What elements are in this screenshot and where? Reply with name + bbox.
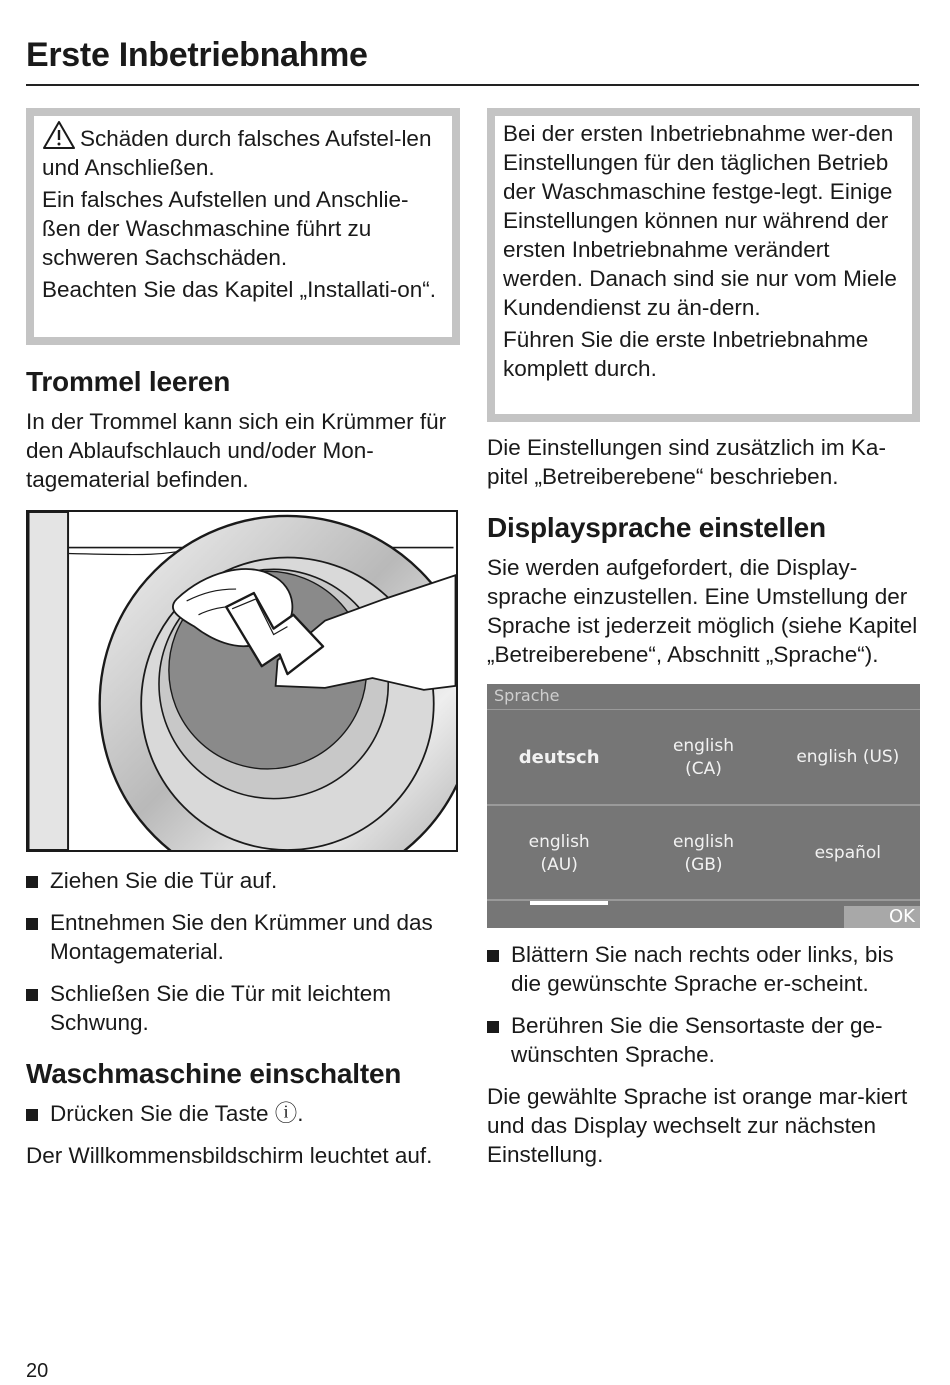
- warning-triangle-icon: [42, 120, 76, 150]
- info-text-2: Führen Sie die erste Inbetriebnahme komplett durch.: [503, 327, 869, 381]
- heading-waschmaschine-einschalten: Waschmaschine einschalten: [26, 1058, 402, 1089]
- title-divider: [26, 84, 919, 86]
- language-steps-list: [487, 940, 920, 1069]
- list-item: Schließen Sie die Tür mit leichtem Schwung.: [26, 979, 460, 1037]
- ok-button[interactable]: OK: [844, 906, 920, 928]
- language-option-deutsch[interactable]: deutsch: [518, 747, 600, 768]
- list-item: Entnehmen Sie den Krümmer und das Montagematerial.: [26, 908, 460, 966]
- warning-title-text: Schäden durch falsches Aufstel-len und Anschließen.: [42, 126, 432, 180]
- list-item: Berühren Sie die Sensortaste der ge-wünschten Sprache.: [487, 1011, 920, 1069]
- warning-text: Ein falsches Aufstellen und Anschlie-ßen der Waschmaschine führt zu schweren Sachschäden.: [42, 187, 409, 270]
- warning-box: [26, 108, 460, 345]
- power-result-text: Der Willkommensbildschirm leuchtet auf.: [26, 1143, 433, 1168]
- drum-steps-list: [26, 866, 460, 1037]
- list-item: Ziehen Sie die Tür auf.: [26, 866, 460, 895]
- display-row: [487, 808, 920, 901]
- language-option-english-au[interactable]: english (AU): [528, 831, 590, 875]
- language-result-text: Die gewählte Sprache ist orange mar-kiert und das Display wechselt zur nächsten Einstellung.: [487, 1084, 908, 1167]
- washing-machine-illustration: [26, 510, 458, 852]
- display-row: [487, 711, 920, 806]
- warning-title: [42, 120, 440, 182]
- right-column: [487, 108, 920, 1169]
- page-number: 20: [26, 1360, 49, 1382]
- page-title: Erste Inbetriebnahme: [26, 36, 368, 74]
- language-option-english-gb[interactable]: english (GB): [672, 831, 735, 875]
- language-option-english-ca[interactable]: english (CA): [672, 735, 735, 779]
- language-option-espanol[interactable]: español: [814, 843, 882, 863]
- language-display: [487, 684, 920, 928]
- settings-note: Die Einstellungen sind zusätzlich im Ka-pitel „Betreiberebene“ beschrieben.: [487, 435, 886, 489]
- info-box: [487, 108, 920, 422]
- warning-note: Beachten Sie das Kapitel „Installati-on“.: [42, 277, 436, 302]
- info-text-1: Bei der ersten Inbetriebnahme wer-den Einstellungen für den täglichen Betrieb der Waschmaschine festge-legt. Einige Einstellungen können nur während der ersten Inbetriebnahme verändert werden. Danach sind sie nur vom Miele Kundendienst zu än-dern.: [503, 121, 897, 320]
- list-item: Drücken Sie die Taste ⓘ.: [26, 1099, 460, 1128]
- scroll-indicator: [530, 901, 608, 905]
- list-item: Blättern Sie nach rechts oder links, bis die gewünschte Sprache er-scheint.: [487, 940, 920, 998]
- display-header: Sprache: [487, 684, 920, 710]
- heading-trommel-leeren: Trommel leeren: [26, 366, 231, 397]
- language-option-english-us[interactable]: english (US): [796, 747, 900, 767]
- left-column: [26, 108, 460, 1170]
- heading-displaysprache-einstellen: Displaysprache einstellen: [487, 512, 826, 543]
- power-steps-list: [26, 1099, 460, 1128]
- drum-intro-text: In der Trommel kann sich ein Krümmer für den Ablaufschlauch und/oder Mon-tagematerial befinden.: [26, 409, 447, 492]
- language-intro-text: Sie werden aufgefordert, die Display-sprache einzustellen. Eine Umstellung der Sprache ist jederzeit möglich (siehe Kapitel „Betreiberebene“, Abschnitt „Sprache“).: [487, 555, 918, 667]
